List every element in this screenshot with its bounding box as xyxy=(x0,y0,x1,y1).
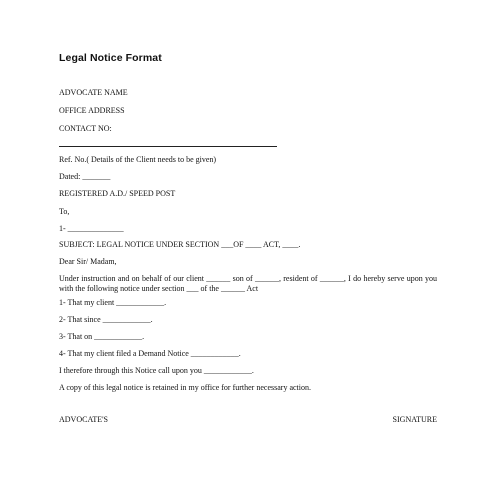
point-3: 3- That on ____________. xyxy=(59,332,145,341)
salutation-line: Dear Sir/ Madam, xyxy=(59,257,117,266)
office-address-line: OFFICE ADDRESS xyxy=(59,106,125,115)
point-1: 1- That my client ____________. xyxy=(59,298,167,307)
intro-paragraph: Under instruction and on behalf of our client ______ son of ______, resident of ______, I do hereby serve upon you with the following notice under section ___ of the ______ Act xyxy=(59,274,437,293)
date-line: Dated: _______ xyxy=(59,172,111,181)
header-divider xyxy=(59,146,277,147)
copy-retained-line: A copy of this legal notice is retained in my office for further necessary action. xyxy=(59,383,311,392)
contact-number-line: CONTACT NO: xyxy=(59,124,112,133)
point-2: 2- That since ____________. xyxy=(59,315,153,324)
advocate-signature-label: ADVOCATE'S xyxy=(59,415,108,424)
point-4: 4- That my client filed a Demand Notice ____________. xyxy=(59,349,241,358)
document-title: Legal Notice Format xyxy=(59,52,162,64)
call-upon-line: I therefore through this Notice call upon you ____________. xyxy=(59,366,254,375)
addressee-label: To, xyxy=(59,207,70,216)
dispatch-mode-line: REGISTERED A.D./ SPEED POST xyxy=(59,189,176,198)
advocate-name-line: ADVOCATE NAME xyxy=(59,88,128,97)
subject-line: SUBJECT: LEGAL NOTICE UNDER SECTION ___OF ____ ACT, ____. xyxy=(59,240,301,249)
signature-label: SIGNATURE xyxy=(392,415,437,424)
recipient-line: 1- ______________ xyxy=(59,224,124,233)
reference-number-line: Ref. No.( Details of the Client needs to be given) xyxy=(59,155,217,164)
